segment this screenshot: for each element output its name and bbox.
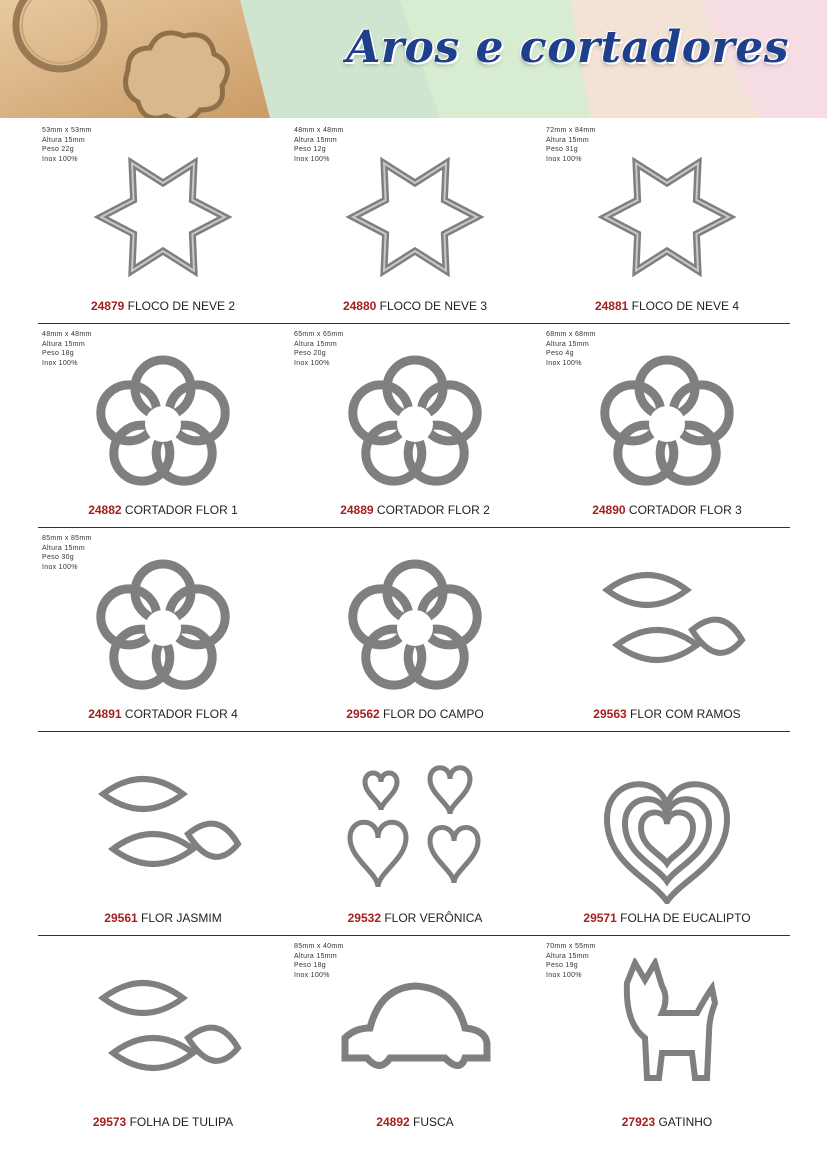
product-spec-line: Peso 30g [42,554,74,561]
product-spec-line: Peso 31g [546,146,578,153]
product-name: GATINHO [658,1115,713,1129]
product-spec-line: Inox 100% [294,155,330,163]
product-caption [38,503,288,517]
product-spec-line: Peso 4g [546,350,574,357]
product-card [290,732,540,935]
product-code: 29573 [92,1115,127,1129]
product-code: 24879 [90,299,125,313]
product-card [38,324,288,527]
product-code: 29563 [593,707,627,721]
product-name: FOLHA DE EUCALIPTO [620,911,751,925]
page-header [0,0,827,118]
product-spec-line: Peso 18g [294,962,326,969]
product-spec-line: Altura 15mm [546,952,589,960]
product-name: FLOR DO CAMPO [383,707,484,721]
product-code: 27923 [621,1115,656,1129]
heart-cutter-set-icon [335,754,495,904]
product-spec-line: Inox 100% [546,971,582,979]
product-card [542,324,792,527]
product-spec-line: 48mm x 48mm [294,127,344,134]
product-name: CORTADOR FLOR 2 [376,503,490,517]
product-caption [542,1115,792,1129]
product-spec-line: Inox 100% [294,971,330,979]
product-caption [542,911,792,925]
product-caption [38,299,288,313]
snowflake-cutter-icon [83,142,243,292]
product-caption [290,503,540,517]
product-card [542,528,792,731]
product-code: 24889 [340,503,374,517]
product-spec-line: Peso 18g [42,350,74,357]
product-spec-line: Peso 20g [294,350,326,357]
product-spec-line: 48mm x 48mm [42,331,92,338]
product-spec-line: 68mm x 68mm [546,331,596,338]
product-spec-line: Inox 100% [546,359,582,367]
product-code: 24882 [88,503,122,517]
tulip-leaf-cutter-set-icon [83,958,243,1108]
product-card [38,528,288,731]
product-caption [38,707,288,721]
product-code: 29571 [583,911,617,925]
product-code: 24892 [376,1115,410,1129]
product-row [38,732,790,936]
nested-heart-cutter-icon [587,754,747,904]
beetle-car-cutter-icon [335,958,495,1108]
product-card [38,120,288,323]
product-name: FUSCA [413,1115,454,1129]
product-spec-line: Altura 15mm [294,136,337,144]
product-caption [542,503,792,517]
product-caption [38,911,288,925]
product-name: CORTADOR FLOR 4 [124,707,238,721]
product-spec-line: Inox 100% [546,155,582,163]
product-spec-line: Inox 100% [42,563,78,571]
product-name: FLOCO DE NEVE 4 [631,299,740,313]
product-name: FLOCO DE NEVE 3 [379,299,488,313]
product-spec-line: Peso 12g [294,146,326,153]
product-row [38,324,790,528]
product-spec-line: Altura 15mm [42,340,85,348]
product-card [38,732,288,935]
product-card [290,528,540,731]
product-card [542,120,792,323]
product-spec-line: Peso 19g [546,962,578,969]
product-code: 24881 [594,299,629,313]
flower-cutter-icon [83,550,243,700]
wildflower-cutter-set-icon [335,550,495,700]
product-spec-line: Inox 100% [42,155,78,163]
product-caption [290,707,540,721]
product-spec-line: 70mm x 55mm [546,943,596,950]
cat-cutter-icon [587,958,747,1108]
product-code: 29532 [347,911,381,925]
product-spec-line: 65mm x 65mm [294,331,344,338]
product-name: CORTADOR FLOR 1 [124,503,238,517]
product-spec-line: Altura 15mm [546,340,589,348]
product-spec-line: Altura 15mm [294,340,337,348]
product-card [38,936,288,1139]
product-caption [542,299,792,313]
product-card [542,732,792,935]
product-row [38,936,790,1139]
product-caption [290,299,540,313]
page-title: Aros e cortadores [346,22,789,73]
product-spec-line: Inox 100% [294,359,330,367]
product-caption [542,707,792,721]
snowflake-cutter-icon [587,142,747,292]
product-spec-line: Altura 15mm [546,136,589,144]
product-code: 24891 [88,707,122,721]
product-spec-line: Peso 22g [42,146,74,153]
flower-cutter-icon [83,346,243,496]
product-caption [290,1115,540,1129]
product-spec-line: Altura 15mm [294,952,337,960]
product-name: FLOR VERÔNICA [384,911,483,925]
product-spec-line: 53mm x 53mm [42,127,92,134]
flower-branch-cutter-set-icon [587,550,747,700]
product-spec-line: Altura 15mm [42,136,85,144]
jasmine-petal-cutter-set-icon [83,754,243,904]
product-card [290,120,540,323]
flower-cutter-icon [335,346,495,496]
product-code: 29561 [104,911,138,925]
product-spec-line: 72mm x 84mm [546,127,596,134]
product-grid [38,120,790,1139]
flower-cutter-icon [587,346,747,496]
product-caption [290,911,540,925]
product-spec-line: 85mm x 40mm [294,943,344,950]
product-card [290,936,540,1139]
product-card [290,324,540,527]
product-code: 24890 [592,503,626,517]
product-row [38,120,790,324]
product-name: FLOR COM RAMOS [630,707,741,721]
product-code: 29562 [346,707,380,721]
product-card [542,936,792,1139]
product-name: FLOR JASMIM [141,911,222,925]
product-spec-line: Altura 15mm [42,544,85,552]
product-spec-line: Inox 100% [42,359,78,367]
product-name: FLOCO DE NEVE 2 [127,299,236,313]
product-caption [38,1115,288,1129]
snowflake-cutter-icon [335,142,495,292]
product-code: 24880 [342,299,377,313]
product-row [38,528,790,732]
product-name: FOLHA DE TULIPA [129,1115,234,1129]
product-spec-line: 85mm x 85mm [42,535,92,542]
product-name: CORTADOR FLOR 3 [628,503,742,517]
